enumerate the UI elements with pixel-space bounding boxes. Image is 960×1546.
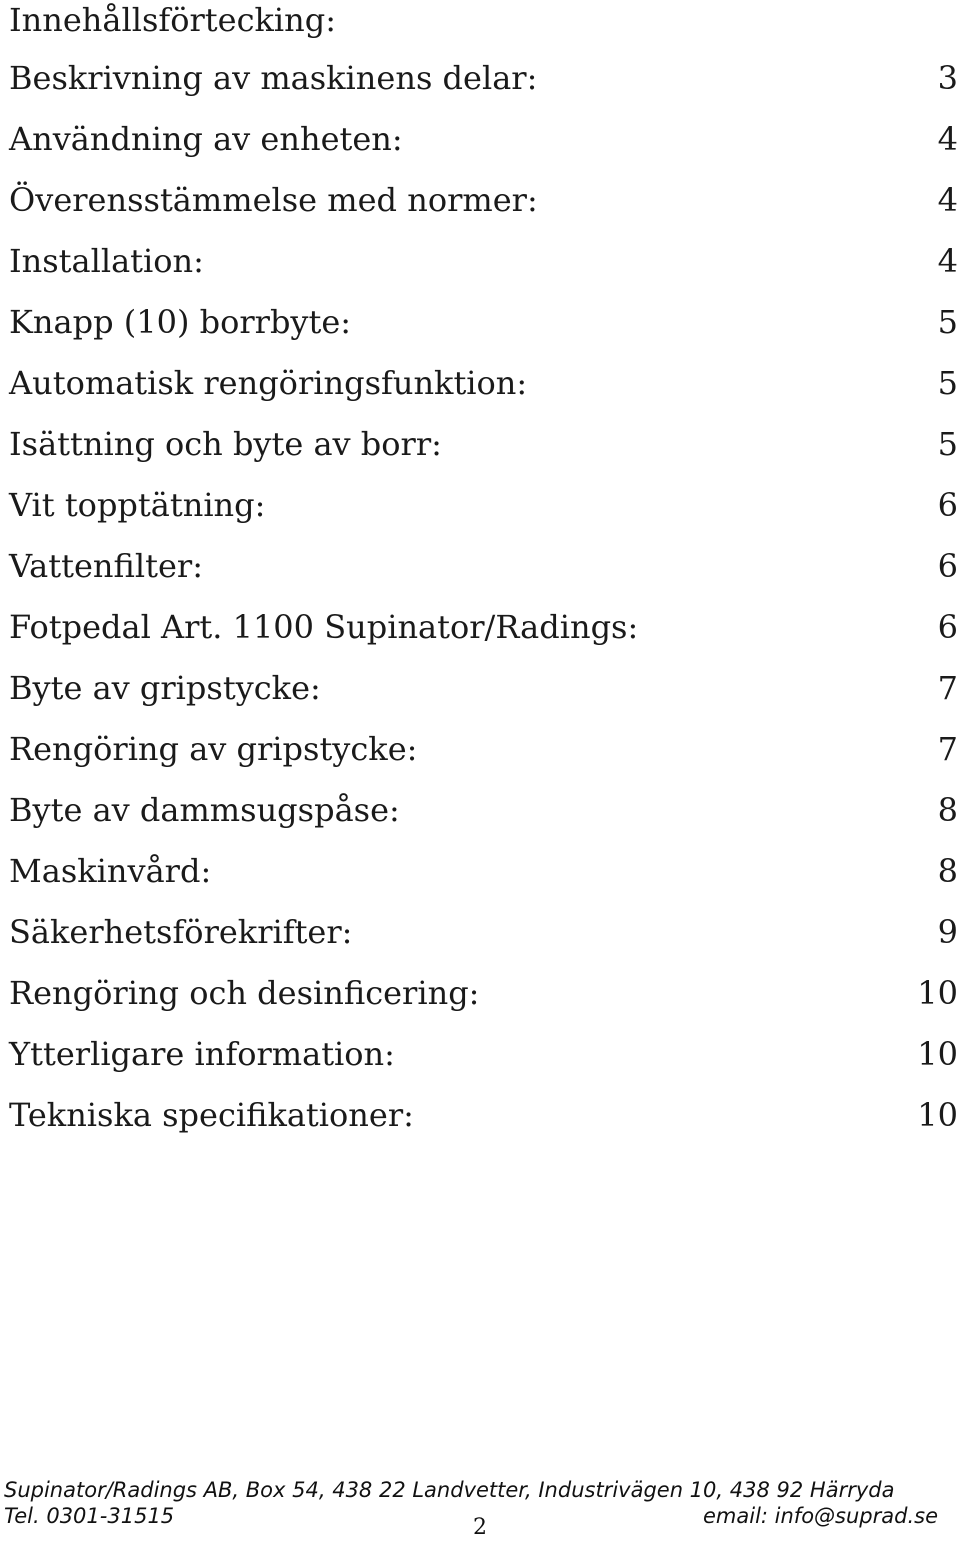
- toc-entry: [0, 474, 960, 535]
- toc-entry-page: 6: [937, 485, 958, 524]
- toc-entry-page: 4: [937, 119, 958, 158]
- toc-entry-label: Byte av dammsugspåse:: [9, 790, 400, 829]
- toc-entry-label: Fotpedal Art. 1100 Supinator/Radings:: [9, 607, 639, 646]
- toc-entry: [0, 1084, 960, 1145]
- toc-entry: [0, 840, 960, 901]
- toc-entry-page: 10: [917, 973, 958, 1012]
- toc-entry: [0, 718, 960, 779]
- toc-entry: [0, 47, 960, 108]
- toc-entry-label: Maskinvård:: [9, 851, 212, 890]
- toc-entry-label: Beskrivning av maskinens delar:: [9, 58, 538, 97]
- footer-address: Supinator/Radings AB, Box 54, 438 22 Landvetter, Industrivägen 10, 438 92 Härryda: [4, 1478, 895, 1502]
- toc-entry: [0, 901, 960, 962]
- toc-entry-label: Användning av enheten:: [9, 119, 403, 158]
- toc-entry-page: 7: [937, 729, 958, 768]
- toc-entry-label: Överensstämmelse med normer:: [9, 180, 538, 219]
- toc-entry-page: 6: [937, 546, 958, 585]
- toc-entry: [0, 535, 960, 596]
- toc-entry: [0, 657, 960, 718]
- toc-entry-page: 8: [937, 851, 958, 890]
- toc-entry-page: 5: [937, 424, 958, 463]
- toc-entry-label: Ytterligare information:: [9, 1034, 395, 1073]
- toc-entry-label: Knapp (10) borrbyte:: [9, 302, 352, 341]
- toc-entry-page: 5: [937, 363, 958, 402]
- toc-entry-label: Vit topptätning:: [9, 485, 266, 524]
- footer-phone: Tel. 0301-31515: [4, 1504, 175, 1528]
- toc-entry: [0, 596, 960, 657]
- toc-entry: [0, 291, 960, 352]
- toc-entry-page: 10: [917, 1034, 958, 1073]
- toc-entry-page: 6: [937, 607, 958, 646]
- toc-entry-label: Säkerhetsförekrifter:: [9, 912, 353, 951]
- toc-entry-label: Tekniska specifikationer:: [9, 1095, 414, 1134]
- toc-entry: [0, 962, 960, 1023]
- toc-entry: [0, 1023, 960, 1084]
- toc-title: Innehållsförtecking:: [9, 1, 336, 39]
- toc-entry-page: 4: [937, 241, 958, 280]
- toc-entry-label: Rengöring och desinficering:: [9, 973, 480, 1012]
- toc-entry: [0, 169, 960, 230]
- toc-entry: [0, 230, 960, 291]
- toc-entry-label: Vattenfilter:: [9, 546, 203, 585]
- toc-entry: [0, 352, 960, 413]
- toc-list: [0, 47, 960, 1145]
- toc-entry-page: 3: [937, 58, 958, 97]
- toc-entry-page: 4: [937, 180, 958, 219]
- toc-entry-label: Byte av gripstycke:: [9, 668, 321, 707]
- page-number: 2: [473, 1515, 487, 1540]
- toc-entry-page: 5: [937, 302, 958, 341]
- toc-entry: [0, 779, 960, 840]
- toc-entry-page: 7: [937, 668, 958, 707]
- page-footer: [0, 1474, 960, 1546]
- toc-entry-label: Rengöring av gripstycke:: [9, 729, 418, 768]
- toc-entry-page: 10: [917, 1095, 958, 1134]
- toc-entry-page: 8: [937, 790, 958, 829]
- toc-entry-label: Automatisk rengöringsfunktion:: [9, 363, 528, 402]
- toc-entry-label: Isättning och byte av borr:: [9, 424, 442, 463]
- footer-email: email: info@suprad.se: [703, 1504, 938, 1528]
- toc-entry: [0, 108, 960, 169]
- toc-entry-page: 9: [937, 912, 958, 951]
- toc-entry-label: Installation:: [9, 241, 204, 280]
- toc-entry: [0, 413, 960, 474]
